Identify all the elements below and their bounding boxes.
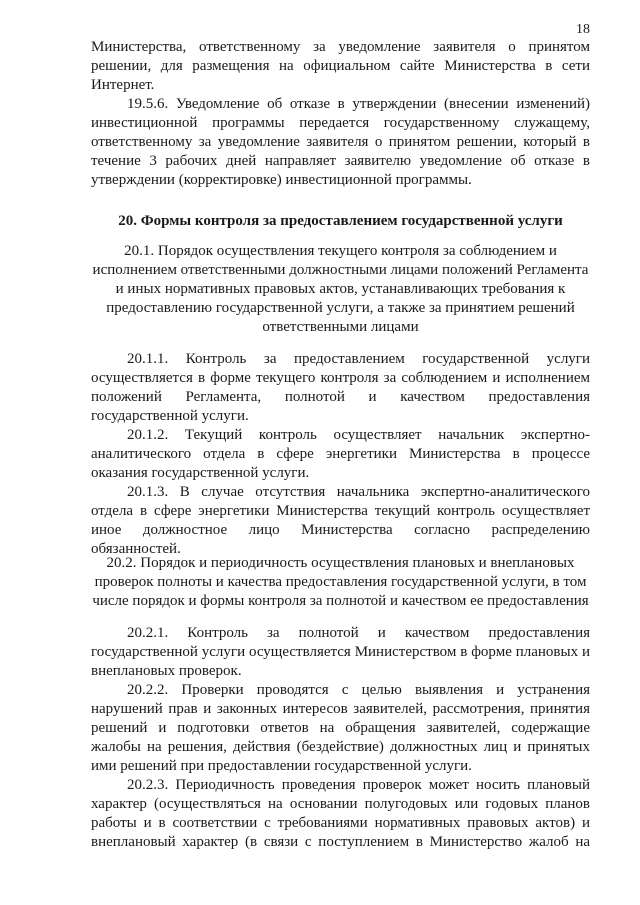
text-line: осуществляется в форме текущего контроля за соблюдением и исполнением	[91, 370, 590, 386]
text-line: государственной услуги осуществляется Министерством в форме плановых и	[91, 644, 590, 660]
text-line: утверждении (корректировке) инвестиционной программы.	[91, 172, 472, 188]
text-line: внеплановый характер (в связи с поступлением в Министерство жалоб на	[91, 834, 590, 850]
text-line: жалобы на решения, действия (бездействие) должностных лиц и принятых	[91, 739, 590, 755]
text-line: ответственному за уведомление заявителя о принятом решении, который в	[91, 134, 590, 150]
text-line: 20.1. Порядок осуществления текущего контроля за соблюдением и	[124, 243, 557, 259]
text-line: 20.2.2. Проверки проводятся с целью выявления и устранения	[127, 682, 590, 698]
text-line: оказания государственной услуги.	[91, 465, 310, 481]
text-line: Министерства, ответственному за уведомление заявителя о принятом	[91, 39, 590, 55]
text-line: исполнением ответственными должностными лицами положений Регламента	[92, 262, 589, 278]
text-line: иное должностное лицо Министерства согласно распределению	[91, 522, 590, 538]
text-line: инвестиционной программы передается государственному служащему,	[91, 115, 590, 131]
text-line: 19.5.6. Уведомление об отказе в утверждении (внесении изменений)	[127, 96, 590, 112]
text-line: 20.1.1. Контроль за предоставлением государственной услуги	[127, 351, 590, 367]
text-line: аналитического отдела в сфере энергетики Министерства в процессе	[91, 446, 590, 462]
text-line: характер (осуществляться на основании полугодовых или годовых планов	[91, 796, 590, 812]
text-line: обязанностей.	[91, 541, 181, 557]
text-line: предоставлению государственной услуги, а также за принятием решений	[106, 300, 575, 316]
text-line: 20.2.3. Периодичность проведения проверок может носить плановый	[127, 777, 590, 793]
text-line: и иных нормативных правовых актов, устанавливающих требования к	[115, 281, 566, 297]
text-line: государственной услуги.	[91, 408, 249, 424]
text-line: работы и в соответствии с требованиями нормативных правовых актов) и	[91, 815, 590, 831]
text-line: 20.2. Порядок и периодичность осуществления плановых и внеплановых	[106, 555, 575, 571]
text-line: проверок полноты и качества предоставления государственной услуги, в том	[94, 574, 587, 590]
text-line: числе порядок и формы контроля за полнотой и качеством ее предоставления	[92, 593, 589, 609]
text-line: 20.1.2. Текущий контроль осуществляет начальник экспертно-	[127, 427, 590, 443]
text-line: нарушений прав и законных интересов заявителей, рассмотрения, принятия	[91, 701, 590, 717]
page-number: 18	[576, 22, 590, 37]
text-line: ими решений при предоставлении государственной услуги.	[91, 758, 472, 774]
text-line: 20.1.3. В случае отсутствия начальника экспертно-аналитического	[127, 484, 590, 500]
text-line: положений Регламента, полнотой и качеством предоставления	[91, 389, 590, 405]
text-line: внеплановых проверок.	[91, 663, 242, 679]
text-line: отдела в сфере энергетики Министерства текущий контроль осуществляет	[91, 503, 590, 519]
text-line: 20.2.1. Контроль за полнотой и качеством предоставления	[127, 625, 590, 641]
text-line: решении, для размещения на официальном сайте Министерства в сети	[91, 58, 590, 74]
text-line: течение 3 рабочих дней направляет заявителю уведомление об отказе в	[91, 153, 590, 169]
text-line: Интернет.	[91, 77, 155, 93]
text-line: решений и подготовки ответов на обращения заявителей, содержащие	[91, 720, 590, 736]
section-heading: 20. Формы контроля за предоставлением государственной услуги	[118, 213, 563, 229]
text-line: ответственными лицами	[262, 319, 419, 335]
